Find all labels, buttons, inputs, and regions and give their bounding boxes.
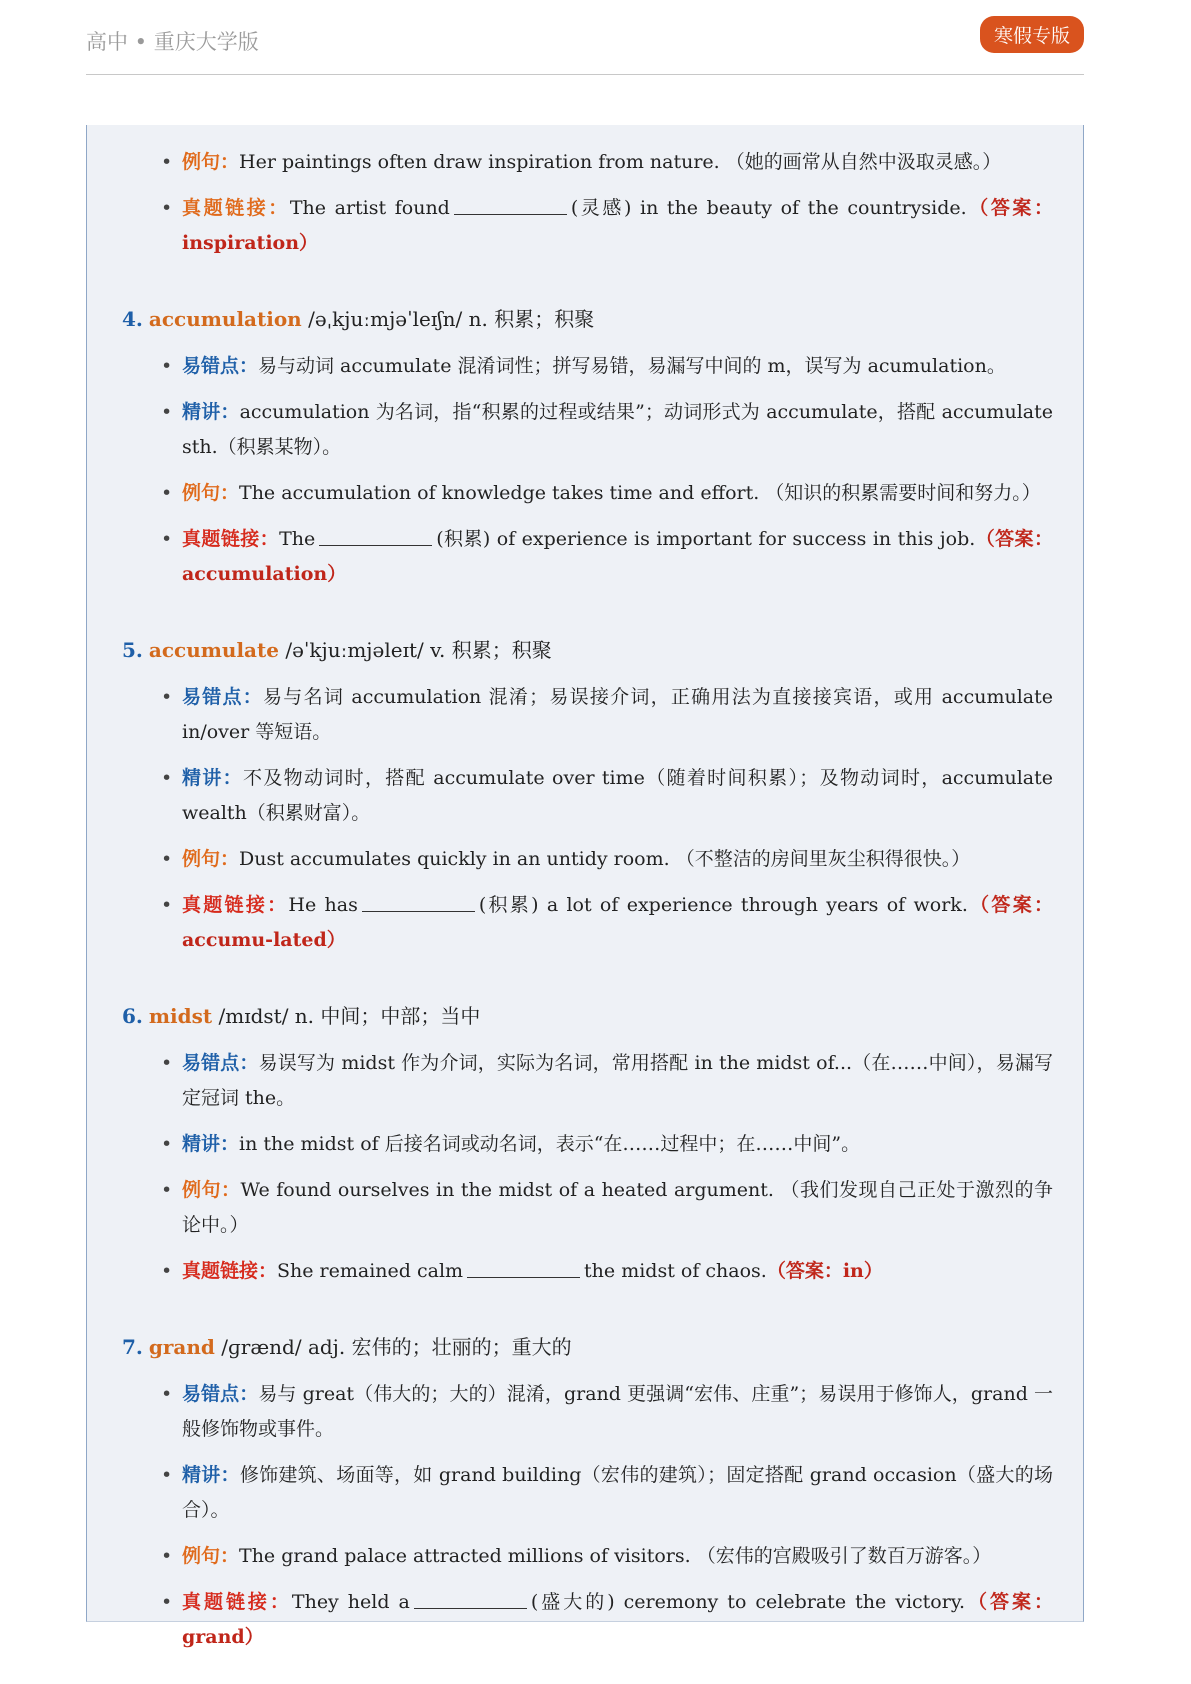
bullet-dot: • [161,482,173,504]
explain-label: 精讲： [182,401,240,423]
mistake-bullet [87,1046,1083,1116]
answer-text: （答案：grand） [182,1591,1053,1648]
vocab-entry [87,632,1083,958]
edition-badge: 寒假专版 [980,16,1084,53]
content-panel [86,125,1084,1648]
entry-word: midst [148,1004,213,1028]
exam-link-text-after: (盛大的) ceremony to celebrate the victory. [530,1591,966,1613]
exam-link-label: 真题链接： [182,1591,292,1613]
bullet-dot: • [161,894,173,916]
example-bullet [87,842,1083,877]
exam-link-text-after: the midst of chaos. [584,1260,767,1282]
example-label: 例句： [182,1179,241,1201]
explain-text: in the midst of 后接名词或动名词，表示“在……过程中；在……中间”。 [239,1133,861,1155]
entry-word: accumulate [148,638,279,662]
exam-link-bullet [87,1585,1083,1655]
exam-link-text-after: (积累) of experience is important for success in this job. [436,528,976,550]
exam-link-bullet [87,191,1083,261]
example-bullet [87,1539,1083,1574]
mistake-label: 易错点： [182,1052,259,1074]
exam-link-text-before: They held a [291,1591,410,1613]
answer-text: （答案：in） [766,1260,883,1282]
exam-link-text-after: (积累) a lot of experience through years of work. [478,894,968,916]
exam-link-text-before: The artist found [289,197,450,219]
bullet-dot: • [161,528,173,550]
explain-bullet [87,761,1083,831]
bullet-dot: • [161,1464,173,1486]
explain-bullet [87,1458,1083,1528]
vocab-entries [87,301,1083,1655]
mistake-label: 易错点： [182,686,264,708]
fill-blank [319,527,432,546]
explain-text: 不及物动词时，搭配 accumulate over time（随着时间积累）；及物动词时，accumulate wealth（积累财富）。 [182,767,1053,824]
entry-number: 4. [122,307,143,331]
example-label: 例句： [182,482,240,504]
example-bullet [87,1173,1083,1243]
mistake-text: 易与名词 accumulation 混淆；易误接介词，正确用法为直接接宾语，或用 accumulate in/over 等短语。 [182,686,1053,743]
mistake-text: 易误写为 midst 作为介词，实际为名词，常用搭配 in the midst of...（在……中间），易漏写定冠词 the。 [182,1052,1053,1109]
mistake-label: 易错点： [182,1383,259,1405]
exam-link-text-before: The [279,528,316,550]
vocab-entry [87,301,1083,592]
bullet-dot: • [161,401,173,423]
exam-link-label: 真题链接： [182,1260,278,1282]
example-text: The accumulation of knowledge takes time and effort. （知识的积累需要时间和努力。） [239,482,1041,504]
entry-number: 5. [122,638,143,662]
bullet-dot: • [161,1179,173,1201]
answer-text: （答案：inspiration） [182,197,1053,254]
exam-link-bullet [87,522,1083,592]
vocab-entry [87,998,1083,1289]
explain-text: accumulation 为名词，指“积累的过程或结果”；动词形式为 accumulate，搭配 accumulate sth.（积累某物）。 [182,401,1053,458]
entry-phonetic: /mɪdst/ n. 中间；中部；当中 [218,1004,481,1028]
fill-blank [454,196,567,215]
exam-link-label: 真题链接： [182,197,290,219]
exam-link-label: 真题链接： [182,894,289,916]
header-divider [86,74,1084,75]
exam-link-text-after: (灵感) in the beauty of the countryside. [570,197,967,219]
fill-blank [467,1259,580,1278]
mistake-bullet [87,349,1083,384]
mistake-text: 易与 great（伟大的；大的）混淆，grand 更强调“宏伟、庄重”；易误用于修饰人，grand 一般修饰物或事件。 [182,1383,1053,1440]
bullet-dot: • [161,1545,173,1567]
explain-label: 精讲： [182,1464,240,1486]
explain-bullet [87,395,1083,465]
entry-word: accumulation [148,307,302,331]
entry-word: grand [148,1335,215,1359]
bullet-dot: • [161,151,173,173]
panel-content [87,145,1083,1655]
exam-link-bullet [87,888,1083,958]
explain-label: 精讲： [182,767,243,789]
bullet-dot: • [161,1052,173,1074]
mistake-bullet [87,680,1083,750]
fill-blank [414,1590,527,1609]
bullet-dot: • [161,686,173,708]
entry-heading [87,301,1083,337]
page-header-title: 高中 • 重庆大学版 [86,30,259,54]
bullet-dot: • [161,848,173,870]
bullet-dot: • [161,1383,173,1405]
bullet-dot: • [161,1591,173,1613]
example-label: 例句： [182,1545,240,1567]
example-text: We found ourselves in the midst of a heated argument. （我们发现自己正处于激烈的争论中。） [182,1179,1053,1236]
entry-heading [87,632,1083,668]
example-text: The grand palace attracted millions of visitors. （宏伟的宫殿吸引了数百万游客。） [239,1545,992,1567]
exam-link-bullet [87,1254,1083,1289]
mistake-label: 易错点： [182,355,259,377]
vocab-entry [87,1329,1083,1655]
bullet-dot: • [161,355,173,377]
example-bullet [87,476,1083,511]
entry-phonetic: /əˈkjuːmjəleɪt/ v. 积累；积聚 [285,638,552,662]
entry-phonetic: /əˌkjuːmjəˈleɪʃn/ n. 积累；积聚 [308,307,595,331]
mistake-bullet [87,1377,1083,1447]
fill-blank [362,893,475,912]
example-bullet [87,145,1083,180]
exam-link-label: 真题链接： [182,528,280,550]
answer-text: （答案：accumulation） [182,528,1053,585]
mistake-text: 易与动词 accumulate 混淆词性；拼写易错，易漏写中间的 m，误写为 acumulation。 [258,355,1006,377]
example-label: 例句： [182,151,240,173]
example-text: Her paintings often draw inspiration from nature. （她的画常从自然中汲取灵感。） [239,151,1002,173]
example-label: 例句： [182,848,240,870]
entry-number: 6. [122,1004,143,1028]
bullet-dot: • [161,1133,173,1155]
explain-text: 修饰建筑、场面等，如 grand building（宏伟的建筑）；固定搭配 grand occasion（盛大的场合）。 [182,1464,1053,1521]
bullet-dot: • [161,1260,173,1282]
bullet-dot: • [161,767,173,789]
answer-text: （答案：accumu-lated） [182,894,1053,951]
bullet-dot: • [161,197,173,219]
entry-heading [87,1329,1083,1365]
entry-heading [87,998,1083,1034]
explain-label: 精讲： [182,1133,240,1155]
entry-number: 7. [122,1335,143,1359]
exam-link-text-before: He has [288,894,358,916]
example-text: Dust accumulates quickly in an untidy room. （不整洁的房间里灰尘积得很快。） [239,848,971,870]
entry-phonetic: /ɡrænd/ adj. 宏伟的；壮丽的；重大的 [221,1335,572,1359]
exam-link-text-before: She remained calm [277,1260,464,1282]
explain-bullet [87,1127,1083,1162]
